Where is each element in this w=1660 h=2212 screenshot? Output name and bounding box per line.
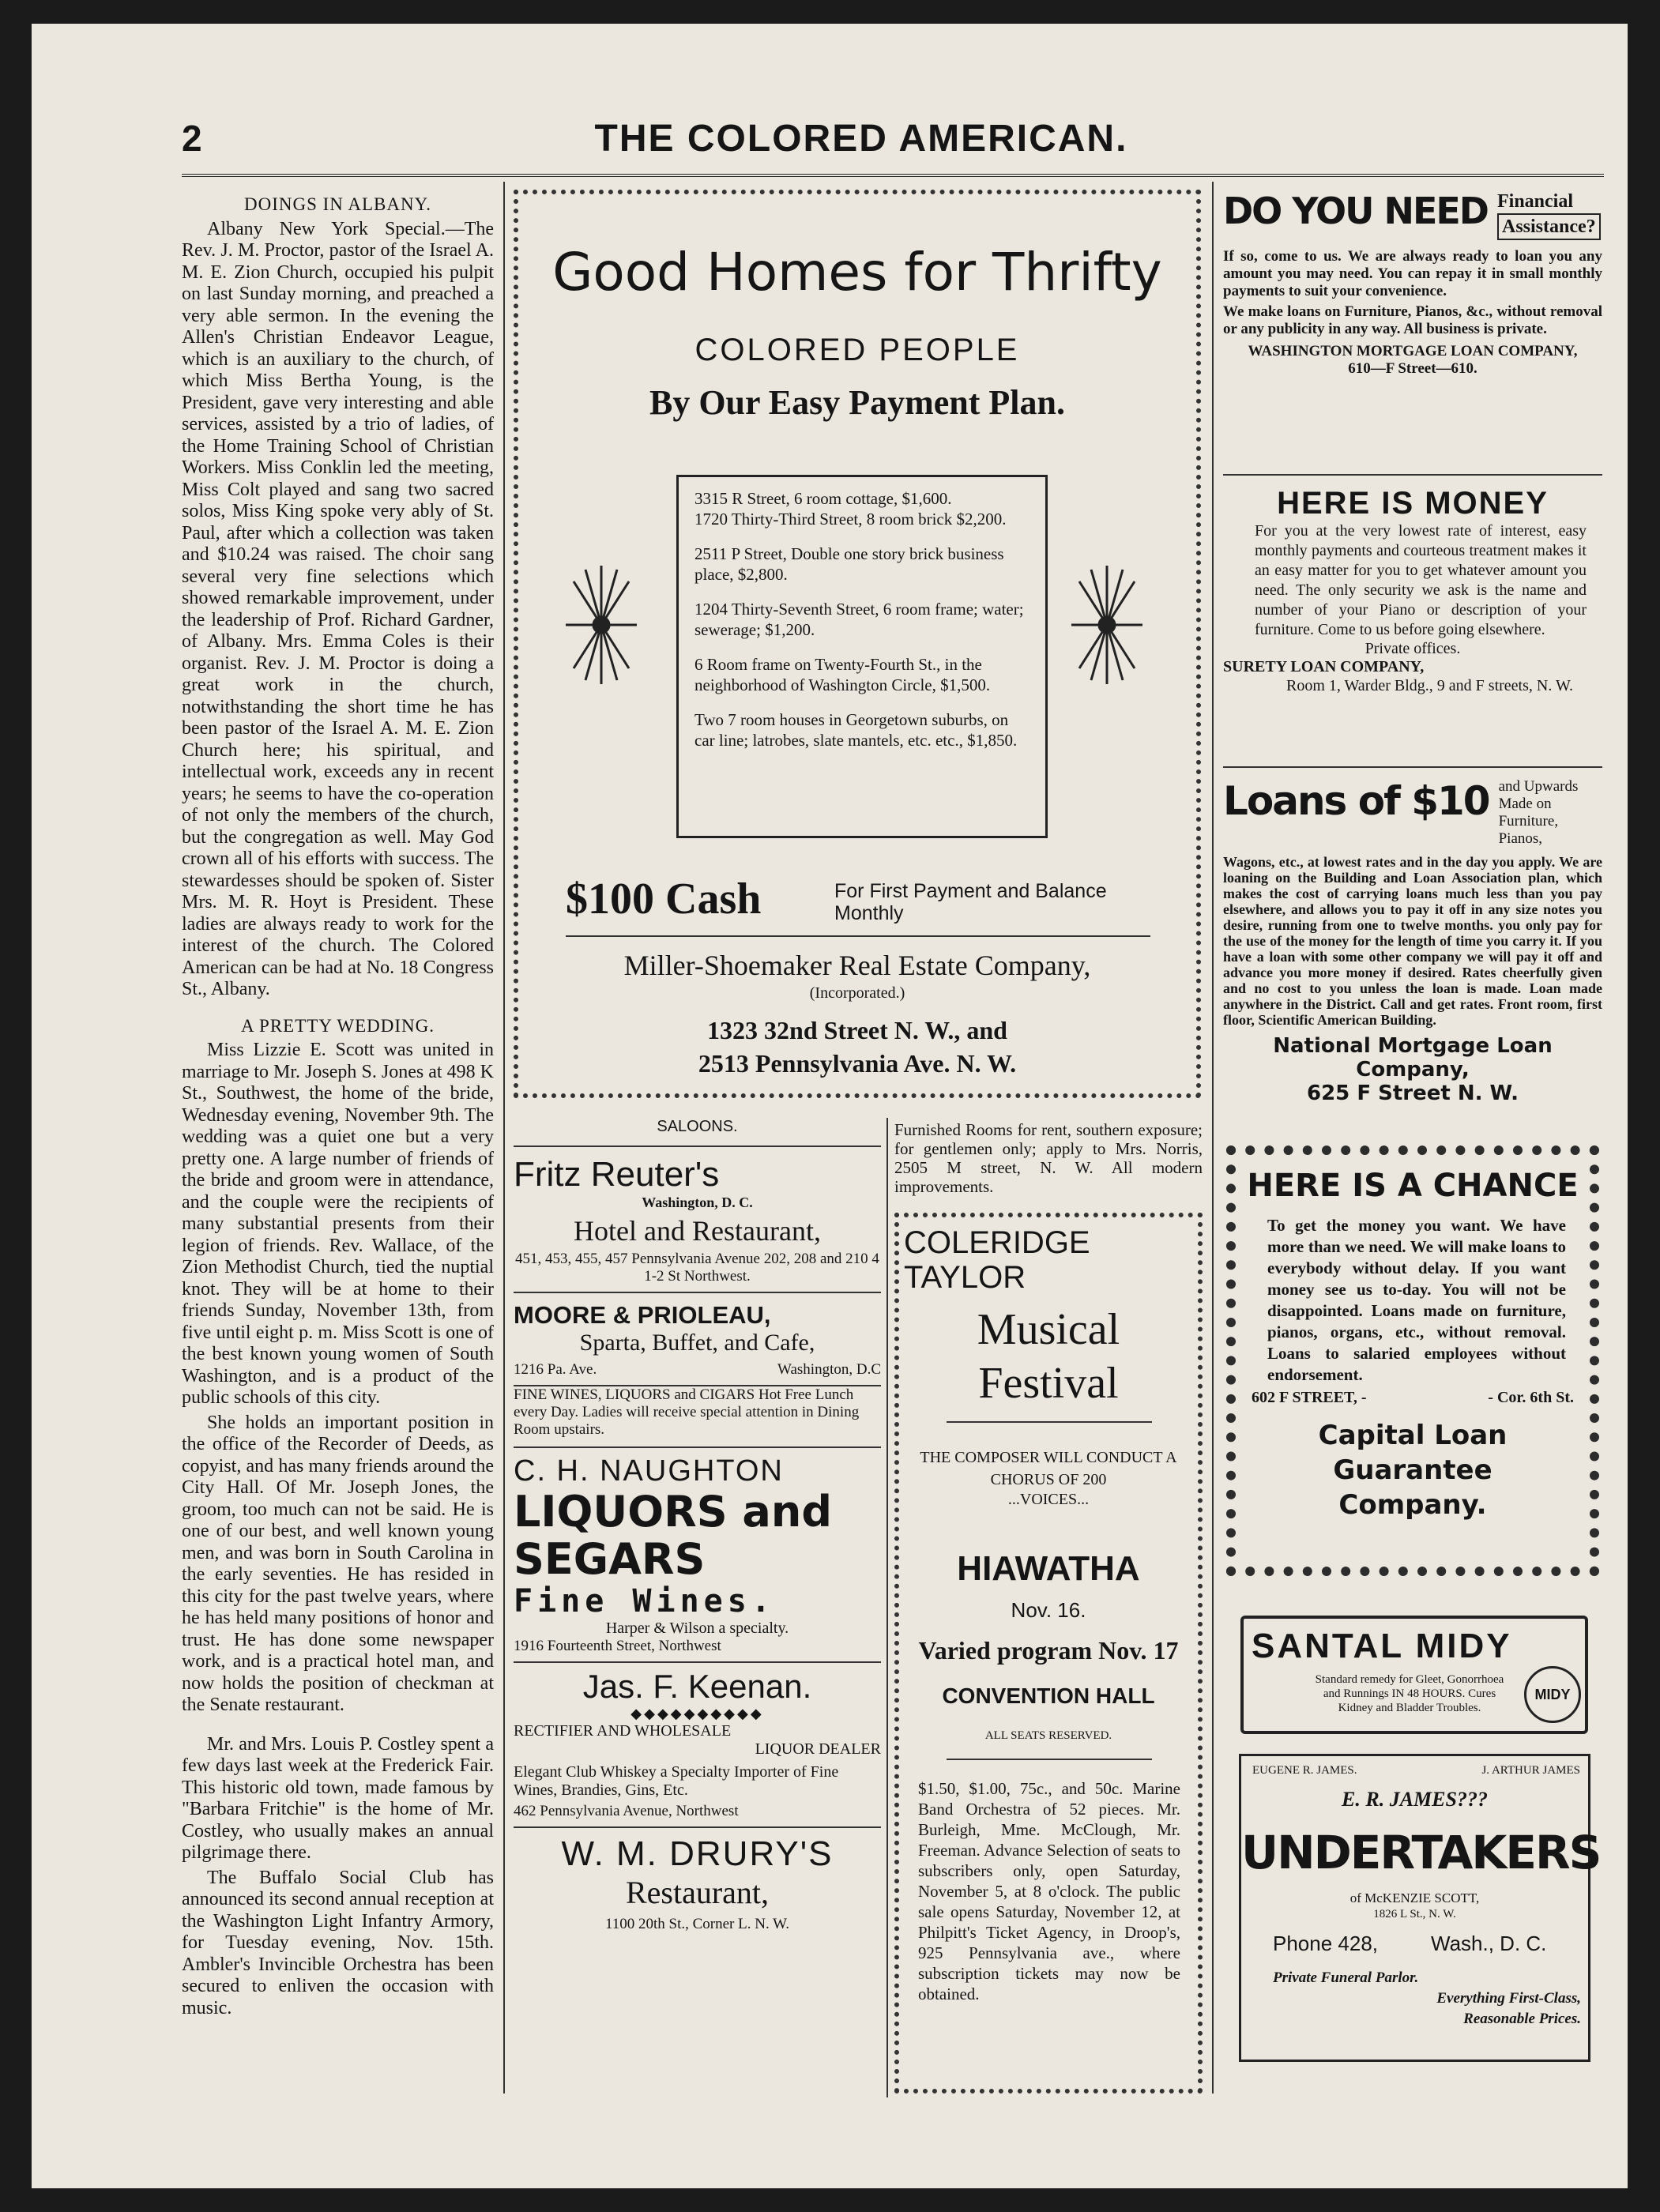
financial-lead: DO YOU NEED: [1223, 190, 1488, 232]
undertakers-note-3: Reasonable Prices.: [1463, 2011, 1581, 2027]
right-divider: [1223, 766, 1602, 768]
naughton-specialty: Harper & Wilson a specialty.: [605, 1620, 789, 1637]
naughton-line-1: LIQUORS and: [514, 1487, 832, 1537]
undertakers-name-2: J. ARTHUR JAMES: [1481, 1764, 1580, 1777]
festival-varied: Varied program Nov. 17: [918, 1636, 1179, 1665]
homes-tagline: By Our Easy Payment Plan.: [649, 383, 1065, 422]
loans10-body: Wagons, etc., at lowest rates and in the day you apply. We are loaning on the Building and Loan Association plan, which makes the cost of carrying loans much less than you pay elsewhere, and allows you to pay it off in any size notes you desire, running from one to twelve months. you only pay for the use of the money for the length of time you carry it. If you have a loan with some other company we will pay it off and advance you more money if desired. Rates cheerfully given and no cost to you unless the loan is made. Loan made anywhere in the District. Call and get rates. Front room, first floor, Scientific American Building.: [1223, 854, 1602, 1028]
homes-subtitle: COLORED PEOPLE: [694, 333, 1020, 367]
saloons-heading: SALOONS.: [657, 1118, 738, 1135]
festival-date-1: Nov. 16.: [1011, 1598, 1086, 1622]
drury-address: 1100 20th St., Corner L. N. W.: [604, 1916, 790, 1932]
homes-cash-terms: For First Payment and Balance Monthly: [834, 880, 1107, 924]
newspaper-page: [32, 24, 1628, 2188]
money-title: HERE IS MONEY: [1277, 486, 1549, 521]
keenan-line-2: LIQUOR DEALER: [755, 1740, 881, 1758]
festival-line-1: COLERIDGE: [904, 1225, 1090, 1260]
chance-corner: - Cor. 6th St.: [1488, 1389, 1574, 1406]
money-body: For you at the very lowest rate of interest, easy monthly payments and courteous treatment makes it an easy matter for you to get whatever amount you need. The only security we ask is the name and number of your Piano or description of your furniture. Come to us before going elsewhere.: [1255, 522, 1587, 638]
festival-composer: THE COMPOSER WILL CONDUCT A CHORUS OF 200: [920, 1449, 1177, 1488]
festival-seats: ALL SEATS RESERVED.: [984, 1729, 1112, 1742]
drury-type: Restaurant,: [625, 1875, 770, 1910]
chance-address-row: [1236, 1386, 1590, 1407]
money-ad: [1223, 486, 1602, 695]
money-company: SURETY LOAN COMPANY,: [1223, 658, 1425, 675]
undertakers-name-1: EUGENE R. JAMES.: [1252, 1764, 1357, 1777]
money-private: Private offices.: [1365, 640, 1461, 657]
page-number: 2: [182, 118, 202, 159]
naughton-line-3: Fine Wines.: [514, 1583, 775, 1620]
reuter-address: 451, 453, 455, 457 Pennsylvania Avenue 202, 208 and 210 4 1-2 St Northwest.: [515, 1251, 879, 1285]
loans10-side: and Upwards Made on Furniture, Pianos,: [1498, 778, 1579, 847]
saloons-column: [514, 1118, 881, 2097]
loans10-company: National Mortgage Loan Company,: [1273, 1034, 1553, 1082]
homes-listing-box: [676, 475, 1048, 838]
reuter-city: Washington, D. C.: [642, 1194, 753, 1210]
chance-company: Capital Loan Guarantee Company.: [1318, 1420, 1508, 1521]
undertakers-address: 1826 L St., N. W.: [1373, 1908, 1456, 1920]
reuter-name: Fritz Reuter's: [514, 1155, 720, 1194]
wedding-paragraph-1: Miss Lizzie E. Scott was united in marriage to Mr. Joseph S. Jones at 498 K St., Southwest, the home of the bride, Wednesday evening, November 9th. The wedding was a quiet one but a very pretty one. A large number of friends of the bride and groom were in attendance, and the couple were the recipients of many substantial presents from their legion of friends. Rev. Wallace, of the Zion Methodist Church, tied the nuptial knot. They will be at home to their friends Sunday, November 13th, from five until eight p. m. Miss Scott is one of the best known young women of South Washington, and is a product of the public schools of this city.: [182, 1040, 494, 1408]
moore-body: FINE WINES, LIQUORS and CIGARS Hot Free Lunch every Day. Ladies will receive special attention in Dining Room upstairs.: [514, 1386, 860, 1438]
masthead-rule: [182, 174, 1604, 177]
undertakers-phone: Phone 428,: [1273, 1932, 1379, 1955]
festival-ad: [894, 1213, 1203, 2094]
moore-address-row: [514, 1361, 881, 1379]
listing-item: 6 Room frame on Twenty-Fourth St., in the neighborhood of Washington Circle, $1,500.: [694, 655, 991, 694]
homes-address-2: 2513 Pennsylvania Ave. N. W.: [698, 1049, 1017, 1078]
moore-address: 1216 Pa. Ave.: [514, 1361, 597, 1378]
starburst-right-icon: [1071, 566, 1142, 684]
albany-article: Albany New York Special.—The Rev. J. M. Proctor, pastor of the Israel A. M. E. Zion Church, occupied his pulpit on last Sunday morning, and preached a very able sermon. In the evening the Allen's Christian Endeavor League, which is an auxiliary to the church, of which Miss Bertha Young, is the President, gave very interesting and able services, assisted by a trio of ladies, of the Home Training School of Christian Workers. Miss Conklin led the meeting, Miss Colt played and sang two sacred solos, Miss King spoke very ably of St. Paul, after which a collection was taken and $10.24 was raised. The choir sang several very fine selections which showed remarkable improvement, under the leadership of Prof. Richard Gardner, of Albany. Mrs. Emma Coles is their organist. Rev. J. M. Proctor is doing a great work in the church, notwithstanding the short time he has been pastor of the Israel A. M. E. Zion Church here; his spiritual, and intellectual work, exceeds any in recent years; he seems to have the co-operation of not only the members of the church, but the congregation as well. May God crown all of his efforts with success. The stewardesses should be spoken of. Sister Mrs. M. R. Hoyt is President. These ladies are always ready to work for the interest of the church. The Colored American can be had at No. 18 Congress St., Albany.: [182, 218, 494, 999]
undertakers-ad: [1239, 1754, 1601, 2062]
homes-divider: [566, 935, 1150, 937]
chance-body: To get the money you want. We have more than we need. We will make loans to everybody without delay. If you want money see us to-day. You will not be disappointed. Loans made on furniture, pianos, organs, etc., without removal. Loans to salaried employees without endorsement.: [1267, 1216, 1566, 1384]
undertakers-firm: E. R. JAMES???: [1342, 1788, 1488, 1811]
saloons-divider: [514, 1661, 881, 1663]
naughton-address: 1916 Fourteenth Street, Northwest: [514, 1638, 721, 1654]
financial-ad: [1223, 190, 1602, 378]
financial-body-1: If so, come to us. We are always ready to loan you any amount you may need. You can repay it in small monthly payments to suit your convenience.: [1223, 248, 1602, 299]
undertakers-city: Wash., D. C.: [1431, 1932, 1547, 1955]
santal-seal: MIDY: [1524, 1666, 1581, 1723]
financial-title-2: Assistance?: [1497, 213, 1601, 240]
saloons-divider: [514, 1446, 881, 1448]
loans10-address: 625 F Street N. W.: [1307, 1082, 1519, 1105]
starburst-left-icon: [566, 566, 637, 684]
undertakers-title: UNDERTAKERS: [1241, 1826, 1601, 1879]
moore-name: MOORE & PRIOLEAU,: [514, 1301, 771, 1329]
keenan-ornament: ◆◆◆◆◆◆◆◆◆◆: [630, 1706, 764, 1721]
albany-heading: DOINGS IN ALBANY.: [243, 194, 431, 214]
chance-address: 602 F STREET, -: [1252, 1389, 1367, 1406]
festival-line-4: Festival: [978, 1359, 1119, 1408]
festival-body: $1.50, $1.00, 75c., and 50c. Marine Band Orchestra of 52 pieces. Mr. Burleigh, Mme. McClough, Mr. Freeman. Advance Selection of seats to subscribers only, open Saturday, November 5, at 8 o'clock. The public sale opens Saturday, November 12, at Philpitt's Ticket Agency, in Droop's, 925 Pennsylvania ave., where subscription tickets may now be obtained.: [918, 1779, 1180, 2003]
saloons-divider: [514, 1292, 881, 1293]
listing-item: 2511 P Street, Double one story brick business place, $2,800.: [694, 544, 1004, 584]
financial-address: 610—F Street—610.: [1348, 360, 1477, 377]
listing-item: Two 7 room houses in Georgetown suburbs, on car line; latrobes, slate mantels, etc. etc., $1,850.: [694, 710, 1018, 750]
keenan-line-1: RECTIFIER AND WHOLESALE: [514, 1722, 732, 1740]
keenan-body: Elegant Club Whiskey a Specialty Importer of Fine Wines, Brandies, Gins, Etc.: [514, 1763, 839, 1799]
saloons-divider: [514, 1826, 881, 1828]
undertakers-note-1: Private Funeral Parlor.: [1273, 1969, 1419, 1986]
homes-address-1: 1323 32nd Street N. W., and: [707, 1016, 1007, 1044]
rooms-ad: Furnished Rooms for rent, southern exposure; for gentlemen only; apply to Mrs. Norris, 2505 M street, N. W. All modern improvements.: [894, 1120, 1203, 1196]
moore-type: Sparta, Buffet, and Cafe,: [579, 1330, 815, 1356]
festival-line-2: TAYLOR: [904, 1260, 1026, 1295]
homes-cash: $100 Cash: [566, 875, 762, 924]
festival-work: HIAWATHA: [957, 1549, 1140, 1588]
homes-incorporated: (Incorporated.): [809, 984, 905, 1002]
homes-ad: [514, 190, 1201, 1098]
financial-body-2: We make loans on Furniture, Pianos, &c., without removal or any publicity in any way. All business is private.: [1223, 303, 1602, 337]
loans10-ad: [1223, 778, 1602, 1105]
financial-title-block: [1497, 190, 1601, 240]
chance-ad: [1226, 1146, 1599, 1576]
listing-item: 1720 Thirty-Third Street, 8 room brick $2,200.: [694, 510, 1007, 529]
festival-venue: CONVENTION HALL: [942, 1683, 1155, 1708]
festival-line-3: Musical: [977, 1305, 1120, 1354]
column-rule-3: [1212, 182, 1214, 2094]
drury-name: W. M. DRURY'S: [561, 1834, 834, 1873]
santal-brand: SANTAL MIDY: [1252, 1627, 1512, 1665]
naughton-name: C. H. NAUGHTON: [514, 1454, 784, 1488]
listing-item: 3315 R Street, 6 room cottage, $1,600.: [694, 489, 952, 508]
festival-divider: [947, 1759, 1152, 1760]
santal-ad: [1240, 1616, 1588, 1734]
costley-article: Mr. and Mrs. Louis P. Costley spent a few days last week at the Frederick Fair. This historic old town, made famous by "Barbara Fritchie" is the home of Mr. Costley, who usually makes an annual pilgrimage there.: [182, 1733, 494, 1863]
keenan-name: Jas. F. Keenan.: [582, 1668, 812, 1705]
festival-divider: [947, 1421, 1152, 1423]
undertakers-note-2: Everything First-Class,: [1436, 1990, 1581, 2007]
financial-company: WASHINGTON MORTGAGE LOAN COMPANY,: [1248, 343, 1578, 359]
masthead-title: THE COLORED AMERICAN.: [594, 118, 1128, 160]
naughton-line-2: SEGARS: [514, 1534, 706, 1584]
buffalo-article: The Buffalo Social Club has announced its second annual reception at the Washington Light Infantry Armory, for Tuesday evening, Nov. 15th. Ambler's Invincible Orchestra has been secured to enliven the occasion with music.: [182, 1867, 494, 2018]
listing-item: 1204 Thirty-Seventh Street, 6 room frame; water; sewerage; $1,200.: [694, 600, 1024, 639]
undertakers-successor: of McKENZIE SCOTT,: [1349, 1890, 1480, 1905]
column-rule-2: [886, 1118, 888, 2097]
homes-title: Good Homes for Thrifty: [552, 242, 1162, 303]
santal-body: Standard remedy for Gleet, Gonorrhoea and Runnings IN 48 HOURS. Cures Kidney and Bladder Troubles.: [1315, 1673, 1504, 1714]
column-rule-1: [503, 182, 505, 2094]
reuter-type: Hotel and Restaurant,: [574, 1215, 821, 1247]
money-address: Room 1, Warder Bldg., 9 and F streets, N. W.: [1286, 677, 1573, 694]
homes-company: Miller-Shoemaker Real Estate Company,: [623, 950, 1091, 981]
saloons-divider: [514, 1146, 881, 1147]
moore-city: Washington, D.C: [777, 1361, 881, 1378]
loans10-header: [1223, 778, 1602, 848]
right-divider: [1223, 474, 1602, 476]
chance-title: HERE IS A CHANCE: [1247, 1168, 1579, 1204]
financial-title-1: Financial: [1496, 191, 1573, 212]
undertakers-names: [1252, 1764, 1580, 1778]
financial-header: [1223, 190, 1602, 240]
wedding-heading: A PRETTY WEDDING.: [240, 1015, 435, 1036]
column-1: [182, 194, 494, 2022]
loans10-title: Loans of $10: [1223, 778, 1489, 824]
keenan-address: 462 Pennsylvania Avenue, Northwest: [514, 1803, 739, 1819]
wedding-paragraph-2: She holds an important position in the office of the Recorder of Deeds, as copyist, and has many friends around the City Hall. Of Mr. Joseph Jones, the groom, too much can not be said. He is one of our best, and well known young men, and was born in South Carolina in the early seventies. He has resided in this city for the past twelve years, where he has held many positions of honor and trust. He has done some newspaper work, and is a practical hotel man, and now holds the position of checkman at the Senate restaurant.: [182, 1412, 494, 1715]
festival-voices: ...VOICES...: [1007, 1491, 1090, 1508]
